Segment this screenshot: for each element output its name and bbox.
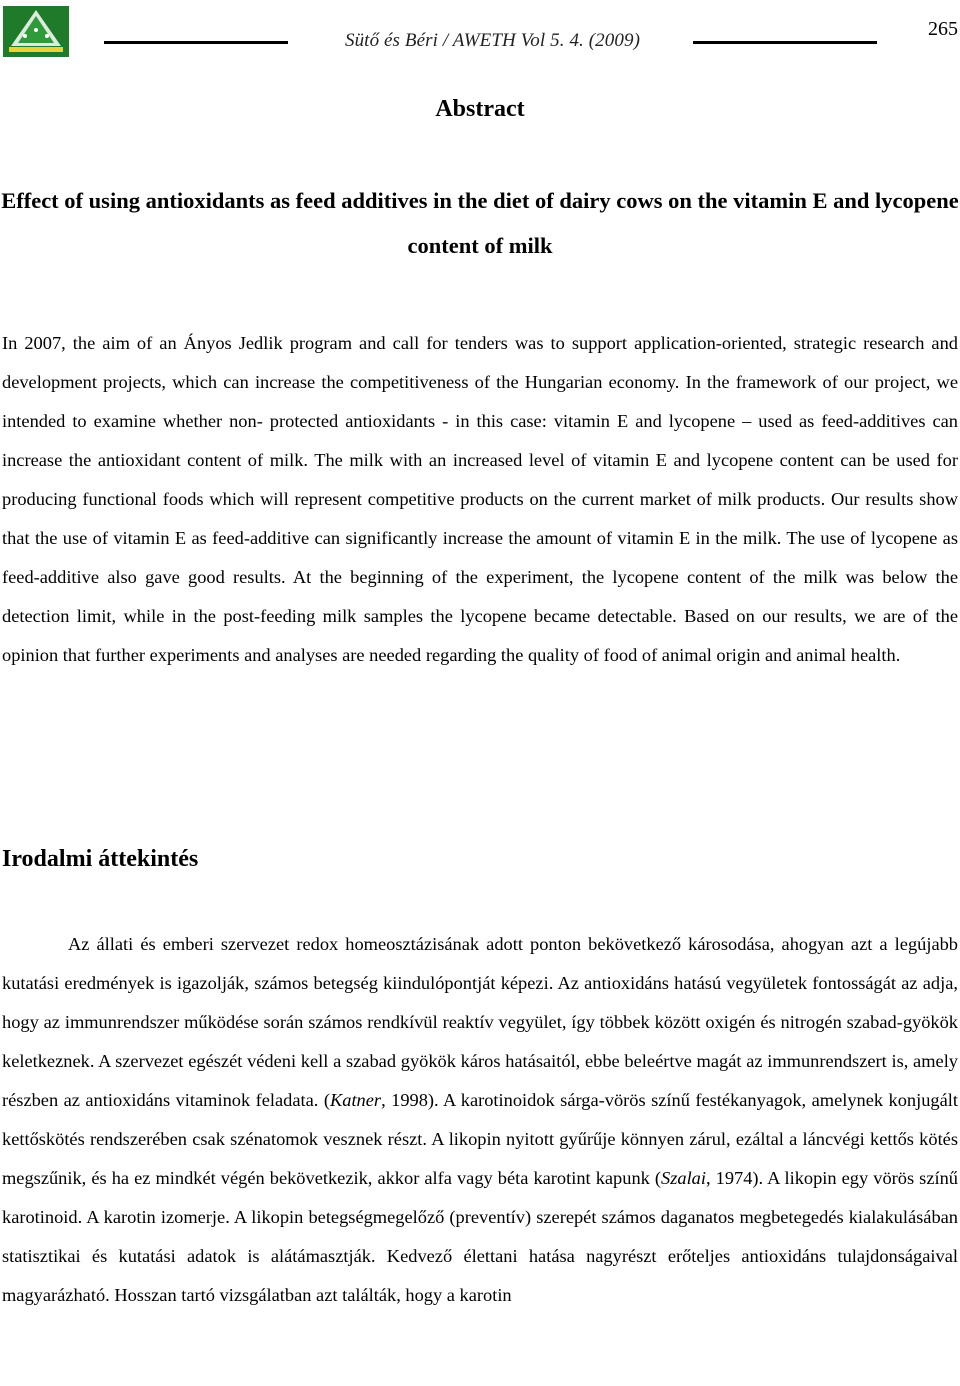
journal-logo [3,6,69,57]
citation-author: Szalai [661,1168,706,1188]
paragraph-text: , 1998). A karotinoidok sárga-vörös színű festékanyagok, amelynek konjugált kettőskötés rendszerében csak szénatomok vesznek részt. A likopin nyitott gyűrűje könnyen zárul, ezáltal a láncvégi kettős kötés megszűnik, és ha ez mindkét végén bekövetkezik, akkor alfa vagy béta karotint kapunk ( [2,1090,959,1188]
abstract-paragraph: In 2007, the aim of an Ányos Jedlik program and call for tenders was to support application-oriented, strategic research and development projects, which can increase the competitiveness of the Hungarian economy. In the framework of our project, we intended to examine whether non- protected antioxidants - in this case: vitamin E and lycopene – used as feed-additives can increase the antioxidant content of milk. The milk with an increased level of vitamin E and lycopene content can be used for producing functional foods which will represent competitive products on the current market of milk products. Our results show that the use of vitamin E as feed-additive can significantly increase the amount of vitamin E in the milk. The use of lycopene as feed-additive also gave good results. At the beginning of the experiment, the lycopene content of the milk was below the detection limit, while in the post-feeding milk samples the lycopene became detectable. Based on our results, we are of the opinion that further experiments and analyses are needed regarding the quality of food of animal origin and animal health. [2,333,958,665]
paragraph-text: , 1974). A likopin egy vörös színű karotinoid. A karotin izomerje. A likopin betegségmegelőző (preventív) szerepét számos daganatos megbetegedés kialakulásában statisztikai és kutatási adatok is alátámasztják. Kedvező élettani hatása nagyrészt erőteljes antioxidáns tulajdonságaival magyarázható. Hosszan tartó vizsgálatban azt találták, hogy a karotin [2,1168,958,1305]
literature-review-paragraph [2,925,958,1315]
header-rule-left [104,41,288,44]
paper-title: Effect of using antioxidants as feed additives in the diet of dairy cows on the vitamin E and lycopene content of milk [1,188,959,258]
abstract-heading: Abstract [435,96,525,122]
page-number: 265 [928,18,958,40]
running-header: Sütő és Béri / AWETH Vol 5. 4. (2009) [344,30,640,51]
citation-author: Katner [329,1090,382,1110]
paragraph-text: Az állati és emberi szervezet redox homeosztázisának adott ponton bekövetkező károsodása, ahogyan azt a legújabb kutatási eredmények is igazolják, számos betegség kiindulópontját képezi. Az antioxidáns hatású vegyületek fontosságát az adja, hogy az immunrendszer működése során számos rendkívül reaktív vegyület, így többek között oxigén és nitrogén szabad-gyökök keletkeznek. A szervezet egészét védeni kell a szabad gyökök káros hatásaitól, ebbe beleértve magát az immunrendszert is, amely részben az antioxidáns vitaminok feladata. ( [2,934,958,1110]
section-heading-literature-review: Irodalmi áttekintés [2,846,199,872]
header-rule-right [693,41,877,44]
